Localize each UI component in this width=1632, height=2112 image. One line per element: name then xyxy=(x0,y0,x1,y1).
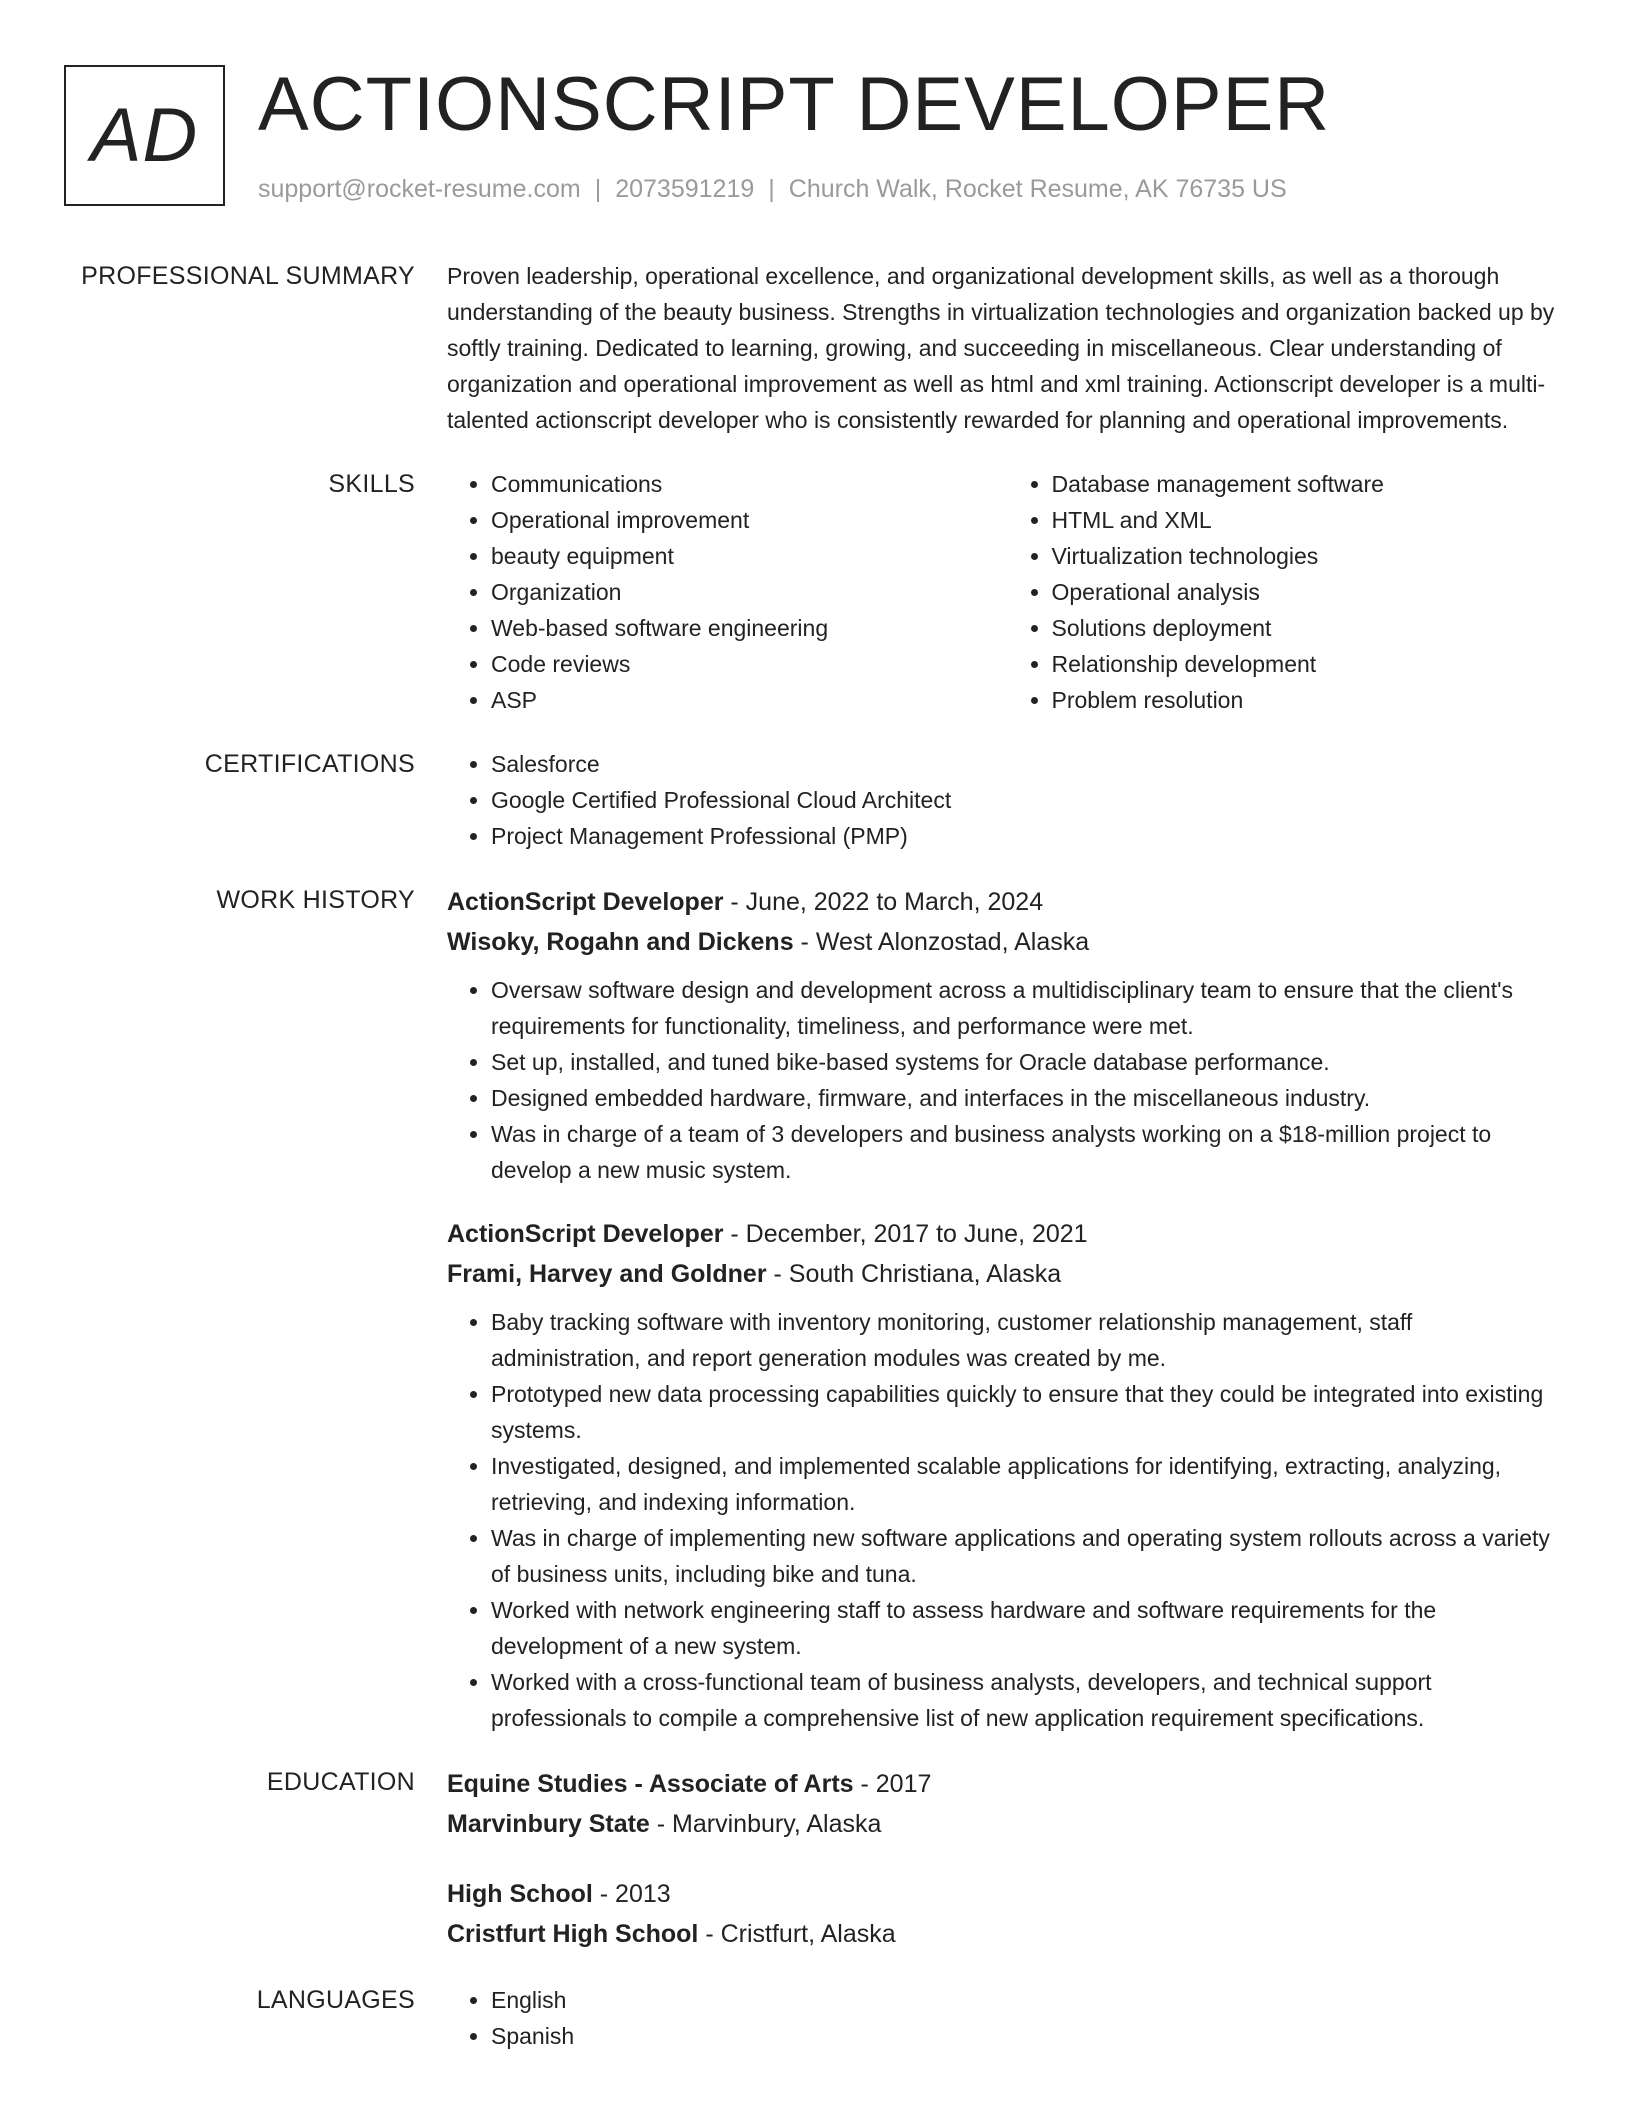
list-item: • Problem resolution xyxy=(1052,682,1569,718)
list-item: • Baby tracking software with inventory monitoring, customer relationship management, staff administration, and report generation modules was created by me. xyxy=(491,1304,1568,1376)
list-item: • Communications xyxy=(491,466,1008,502)
job-entry xyxy=(447,1214,1568,1736)
section-body xyxy=(447,882,1568,1736)
list-item: • Database management software xyxy=(1052,466,1569,502)
list-item: • ASP xyxy=(491,682,1008,718)
monogram-badge: AD xyxy=(64,65,225,206)
education-school-line xyxy=(447,1804,1568,1844)
job-dates: - December, 2017 to June, 2021 xyxy=(723,1220,1088,1248)
list-item: • Set up, installed, and tuned bike-based systems for Oracle database performance. xyxy=(491,1044,1568,1080)
job-company: Frami, Harvey and Goldner xyxy=(447,1260,767,1288)
education-section xyxy=(64,1764,1568,1954)
section-label: CERTIFICATIONS xyxy=(204,750,415,778)
list-item: • Relationship development xyxy=(1052,646,1569,682)
list-item: • Operational analysis xyxy=(1052,574,1569,610)
section-body xyxy=(447,466,1568,718)
education-entry xyxy=(447,1874,1568,1954)
certifications-section xyxy=(64,746,1568,854)
section-label: SKILLS xyxy=(328,470,415,498)
job-location: - West Alonzostad, Alaska xyxy=(793,928,1090,956)
job-title: ActionScript Developer xyxy=(447,1220,724,1248)
job-bullets xyxy=(447,1304,1568,1736)
section-label: WORK HISTORY xyxy=(216,886,415,914)
list-item: • Was in charge of a team of 3 developers and business analysts working on a $18-million project to develop a new music system. xyxy=(491,1116,1568,1188)
job-company-line xyxy=(447,922,1568,962)
job-title-line xyxy=(447,882,1568,922)
job-company: Wisoky, Rogahn and Dickens xyxy=(447,928,794,956)
education-degree-line xyxy=(447,1874,1568,1914)
education-degree: High School xyxy=(447,1880,593,1908)
job-title-line xyxy=(447,1214,1568,1254)
list-item: • Designed embedded hardware, firmware, and interfaces in the miscellaneous industry. xyxy=(491,1080,1568,1116)
list-item: • Organization xyxy=(491,574,1008,610)
list-item: • Web-based software engineering xyxy=(491,610,1008,646)
list-item: • Solutions deployment xyxy=(1052,610,1569,646)
summary-text: Proven leadership, operational excellence, and organizational development skills, as well as a thorough understanding of the beauty business. Strengths in virtualization technologies and organization backed up by softly training. Dedicated to learning, growing, and succeeding in miscellaneous. Clear understanding of organization and operational improvement as well as html and xml training. Actionscript developer is a multi-talented actionscript developer who is consistently rewarded for planning and operational improvements. xyxy=(447,263,1555,433)
education-location: - Cristfurt, Alaska xyxy=(698,1920,896,1948)
list-item: • Google Certified Professional Cloud Architect xyxy=(491,782,1568,818)
education-degree-line xyxy=(447,1764,1568,1804)
job-company-line xyxy=(447,1254,1568,1294)
education-year: - 2017 xyxy=(853,1770,932,1798)
contact-separator: | xyxy=(768,175,775,203)
education-year: - 2013 xyxy=(592,1880,671,1908)
list-item: • Operational improvement xyxy=(491,502,1008,538)
list-item: • Project Management Professional (PMP) xyxy=(491,818,1568,854)
list-item: • Code reviews xyxy=(491,646,1008,682)
page-title: ACTIONSCRIPT DEVELOPER xyxy=(258,62,1331,147)
education-school-line xyxy=(447,1914,1568,1954)
education-entry xyxy=(447,1764,1568,1844)
work-history-section xyxy=(64,882,1568,1736)
list-item: • Prototyped new data processing capabilities quickly to ensure that they could be integrated into existing systems. xyxy=(491,1376,1568,1448)
certifications-list xyxy=(447,746,1568,854)
summary-section xyxy=(64,258,1568,438)
list-item: • Oversaw software design and development across a multidisciplinary team to ensure that the client's requirements for functionality, timeliness, and performance were met. xyxy=(491,972,1568,1044)
contact-separator: | xyxy=(594,175,602,203)
job-entry xyxy=(447,882,1568,1188)
list-item: • Worked with network engineering staff to assess hardware and software requirements for the development of a new system. xyxy=(491,1592,1568,1664)
section-body xyxy=(447,1764,1568,1954)
list-item: • English xyxy=(491,1982,1568,2018)
list-item: • HTML and XML xyxy=(1052,502,1569,538)
section-body xyxy=(447,1982,1568,2054)
education-degree: Equine Studies - Associate of Arts xyxy=(447,1770,854,1798)
job-title: ActionScript Developer xyxy=(447,888,724,916)
contact-email: support@rocket-resume.com xyxy=(258,175,581,203)
resume-body xyxy=(64,258,1568,2082)
list-item: • beauty equipment xyxy=(491,538,1008,574)
skills-section xyxy=(64,466,1568,718)
list-item: • Was in charge of implementing new software applications and operating system rollouts across a variety of business units, including bike and tuna. xyxy=(491,1520,1568,1592)
list-item: • Virtualization technologies xyxy=(1052,538,1569,574)
job-bullets xyxy=(447,972,1568,1188)
languages-list xyxy=(447,1982,1568,2054)
skills-list-left xyxy=(447,466,1008,718)
education-school: Cristfurt High School xyxy=(447,1920,699,1948)
section-label: LANGUAGES xyxy=(256,1986,415,2014)
list-item: • Worked with a cross-functional team of business analysts, developers, and technical support professionals to compile a comprehensive list of new application requirement specifications. xyxy=(491,1664,1568,1736)
section-body xyxy=(447,746,1568,854)
section-body xyxy=(447,258,1568,438)
list-item: • Salesforce xyxy=(491,746,1568,782)
contact-line xyxy=(258,175,1287,204)
education-school: Marvinbury State xyxy=(447,1810,650,1838)
job-dates: - June, 2022 to March, 2024 xyxy=(723,888,1044,916)
contact-phone: 2073591219 xyxy=(615,175,755,203)
skills-list-right xyxy=(1008,466,1569,718)
education-location: - Marvinbury, Alaska xyxy=(649,1810,882,1838)
section-label: PROFESSIONAL SUMMARY xyxy=(81,262,415,290)
section-label: EDUCATION xyxy=(266,1768,415,1796)
languages-section xyxy=(64,1982,1568,2054)
list-item: • Investigated, designed, and implemented scalable applications for identifying, extracting, analyzing, retrieving, and indexing information. xyxy=(491,1448,1568,1520)
contact-address: Church Walk, Rocket Resume, AK 76735 US xyxy=(788,175,1287,203)
list-item: • Spanish xyxy=(491,2018,1568,2054)
job-location: - South Christiana, Alaska xyxy=(766,1260,1062,1288)
